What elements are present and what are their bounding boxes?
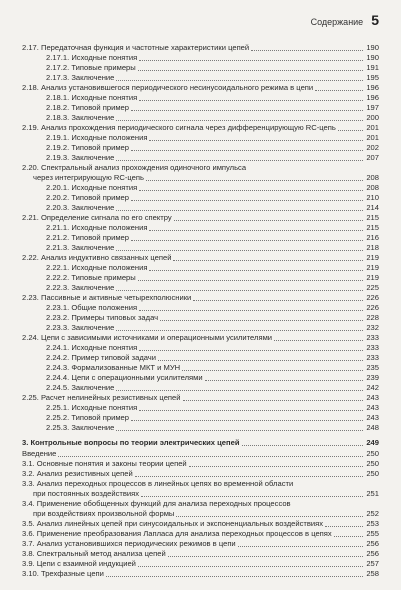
toc-entry bbox=[22, 293, 379, 303]
toc-entry bbox=[22, 93, 379, 103]
toc-entry bbox=[22, 163, 379, 183]
toc-entry bbox=[22, 203, 379, 213]
dot-leader bbox=[242, 445, 363, 446]
dot-leader bbox=[168, 556, 363, 557]
toc-entry bbox=[22, 549, 379, 559]
toc-entry-title: 2.18.1. Исходные понятия bbox=[46, 93, 138, 102]
toc-entry-title: 2.23.2. Примеры типовых задач bbox=[46, 313, 159, 322]
toc-page-number: 258 bbox=[366, 569, 379, 578]
toc-entry-title: 2.25.1. Исходные понятия bbox=[46, 403, 138, 412]
toc-entry-title: 2.20.2. Типовой пример bbox=[46, 193, 129, 202]
toc-entry-title: 2.18.3. Заключение bbox=[46, 113, 115, 122]
toc-page-number: 250 bbox=[366, 459, 379, 468]
toc-entry bbox=[22, 273, 379, 283]
dot-leader bbox=[315, 90, 363, 91]
toc-entry bbox=[22, 353, 379, 363]
toc-entry bbox=[22, 529, 379, 539]
toc-page-number: 239 bbox=[366, 373, 379, 382]
toc-entry bbox=[22, 449, 379, 459]
toc-page-number: 235 bbox=[366, 363, 379, 372]
toc-page-number: 225 bbox=[366, 283, 379, 292]
toc-entry bbox=[22, 343, 379, 353]
toc-entry-title: 2.24.3. Формализованные МКТ и МУН bbox=[46, 363, 181, 372]
dot-leader bbox=[131, 240, 363, 241]
toc-entry-title: 2.23.3. Заключение bbox=[46, 323, 115, 332]
toc-entry-title: 3. Контрольные вопросы по теории электрических цепей bbox=[22, 438, 240, 447]
toc-entry bbox=[22, 63, 379, 73]
dot-leader bbox=[116, 80, 363, 81]
dot-leader bbox=[183, 400, 364, 401]
toc-entry bbox=[22, 459, 379, 469]
toc-entry-title: 2.20. Спектральный анализ прохождения одиночного импульса bbox=[22, 163, 247, 172]
toc-entry bbox=[22, 223, 379, 233]
toc-entry-title: 2.19.2. Типовой пример bbox=[46, 143, 129, 152]
dot-leader bbox=[139, 100, 363, 101]
toc-entry-title: 2.24.4. Цепи с операционными усилителями bbox=[46, 373, 203, 382]
toc-page-number: 219 bbox=[366, 263, 379, 272]
toc-entry bbox=[22, 83, 379, 93]
toc-entry-title: 2.22.3. Заключение bbox=[46, 283, 115, 292]
dot-leader bbox=[138, 566, 363, 567]
dot-leader bbox=[116, 330, 363, 331]
toc-page-number: 249 bbox=[366, 438, 379, 447]
dot-leader bbox=[173, 260, 363, 261]
toc-page-number: 226 bbox=[366, 303, 379, 312]
dot-leader bbox=[116, 250, 363, 251]
toc-entry-title: 3.6. Применение преобразования Лапласа для анализа переходных процессов в цепях bbox=[22, 529, 332, 538]
toc-entry bbox=[22, 243, 379, 253]
toc-entry bbox=[22, 113, 379, 123]
toc-entry bbox=[22, 143, 379, 153]
dot-leader bbox=[116, 430, 363, 431]
toc-page-number: 250 bbox=[366, 449, 379, 458]
dot-leader bbox=[149, 230, 363, 231]
toc-entry-title: 2.25.2. Типовой пример bbox=[46, 413, 129, 422]
toc-entry-title: 3.10. Трехфазные цепи bbox=[22, 569, 104, 578]
toc-entry bbox=[22, 479, 379, 499]
toc-entry bbox=[22, 438, 379, 448]
toc-entry bbox=[22, 313, 379, 323]
toc-page-number: 215 bbox=[366, 213, 379, 222]
toc-entry bbox=[22, 383, 379, 393]
toc-entry bbox=[22, 303, 379, 313]
toc-entry bbox=[22, 233, 379, 243]
toc-page-number: 232 bbox=[366, 323, 379, 332]
toc-page-number: 196 bbox=[366, 83, 379, 92]
toc-page-number: 243 bbox=[366, 403, 379, 412]
dot-leader bbox=[338, 130, 363, 131]
toc-entry-title: 3.2. Анализ резистивных цепей bbox=[22, 469, 133, 478]
dot-leader bbox=[274, 340, 363, 341]
dot-leader bbox=[146, 180, 363, 181]
dot-leader bbox=[193, 300, 363, 301]
toc-page-number: 200 bbox=[366, 113, 379, 122]
toc-entry bbox=[22, 519, 379, 529]
toc-page-number: 201 bbox=[366, 133, 379, 142]
dot-leader bbox=[149, 140, 363, 141]
toc-entry bbox=[22, 123, 379, 133]
toc-entry bbox=[22, 43, 379, 53]
dot-leader bbox=[139, 190, 363, 191]
toc-entry-title: 3.8. Спектральный метод анализа цепей bbox=[22, 549, 166, 558]
dot-leader bbox=[116, 210, 363, 211]
dot-leader bbox=[334, 536, 363, 537]
toc-entry bbox=[22, 103, 379, 113]
page-header bbox=[311, 12, 379, 28]
toc-page-number: 219 bbox=[366, 253, 379, 262]
toc-page-number: 208 bbox=[366, 173, 379, 182]
toc-entry bbox=[22, 73, 379, 83]
toc-page-number: 215 bbox=[366, 223, 379, 232]
toc-entry bbox=[22, 333, 379, 343]
toc-entry-title: 2.25. Расчет нелинейных резистивных цепей bbox=[22, 393, 181, 402]
toc-page-number: 256 bbox=[366, 539, 379, 548]
toc-page-number: 218 bbox=[366, 243, 379, 252]
toc-entry-title: 2.17.2. Типовые примеры bbox=[46, 63, 136, 72]
toc-entry-title: 2.21.1. Исходные положения bbox=[46, 223, 148, 232]
dot-leader bbox=[176, 516, 363, 517]
toc-entry-title: 2.19.1. Исходные положения bbox=[46, 133, 148, 142]
toc-entry-title: Введение bbox=[22, 449, 57, 458]
toc-entry-title: 2.25.3. Заключение bbox=[46, 423, 115, 432]
dot-leader bbox=[116, 160, 363, 161]
dot-leader bbox=[138, 70, 363, 71]
toc-page-number: 226 bbox=[366, 293, 379, 302]
toc-entry-title: 2.21. Определение сигнала по его спектру bbox=[22, 213, 172, 222]
dot-leader bbox=[149, 270, 363, 271]
toc-entry bbox=[22, 133, 379, 143]
toc-entry-title: 3.3. Анализ переходных процессов в линейных цепях во временной области bbox=[22, 479, 294, 488]
dot-leader bbox=[139, 350, 363, 351]
toc-page-number: 216 bbox=[366, 233, 379, 242]
dot-leader bbox=[116, 290, 363, 291]
toc-entry bbox=[22, 283, 379, 293]
toc-entry bbox=[22, 153, 379, 163]
dot-leader bbox=[131, 110, 363, 111]
toc-page-number: 195 bbox=[366, 73, 379, 82]
toc-page-number: 191 bbox=[366, 63, 379, 72]
toc-entry-title: 2.24. Цепи с зависимыми источниками и операционными усилителями bbox=[22, 333, 273, 342]
toc-entry-title: 3.7. Анализ установившихся периодических режимов в цепи bbox=[22, 539, 236, 548]
toc-entry-title: 2.17. Передаточная функция и частотные характеристики цепей bbox=[22, 43, 250, 52]
toc-page-number: 248 bbox=[366, 423, 379, 432]
toc-page-number: 251 bbox=[366, 489, 379, 498]
dot-leader bbox=[160, 320, 363, 321]
toc-entry bbox=[22, 373, 379, 383]
dot-leader bbox=[174, 220, 363, 221]
toc-entry bbox=[22, 363, 379, 373]
toc-entry-continuation: через интегрирующую RC-цепь bbox=[33, 173, 144, 182]
toc-page-number: 243 bbox=[366, 413, 379, 422]
toc-entry-title: 2.21.2. Типовой пример bbox=[46, 233, 129, 242]
toc-page-number: 202 bbox=[366, 143, 379, 152]
toc-entry-title: 2.19. Анализ прохождения периодического сигнала через дифференцирующую RC-цепь bbox=[22, 123, 336, 132]
dot-leader bbox=[205, 380, 363, 381]
toc-page-number: 257 bbox=[366, 559, 379, 568]
toc-entry-title: 3.5. Анализ линейных цепей при синусоидальных и экспоненциальных воздействиях bbox=[22, 519, 324, 528]
dot-leader bbox=[116, 120, 363, 121]
toc-page-number: 233 bbox=[366, 343, 379, 352]
toc-entry bbox=[22, 403, 379, 413]
toc-entry bbox=[22, 539, 379, 549]
toc-page-number: 250 bbox=[366, 469, 379, 478]
toc-entry bbox=[22, 213, 379, 223]
toc-entry bbox=[22, 393, 379, 403]
dot-leader bbox=[58, 456, 363, 457]
toc-entry bbox=[22, 53, 379, 63]
toc-entry-continuation: при постоянных воздействиях bbox=[33, 489, 140, 498]
toc-page-number: 208 bbox=[366, 183, 379, 192]
toc-page-number: 210 bbox=[366, 193, 379, 202]
dot-leader bbox=[131, 200, 363, 201]
toc-entry-title: 2.17.3. Заключение bbox=[46, 73, 115, 82]
toc-entry-title: 3.1. Основные понятия и законы теории цепей bbox=[22, 459, 187, 468]
toc-entry-title: 2.22.2. Типовые примеры bbox=[46, 273, 136, 282]
toc-page-number: 197 bbox=[366, 103, 379, 112]
toc-entry-title: 2.19.3. Заключение bbox=[46, 153, 115, 162]
toc-entry-title: 2.17.1. Исходные понятия bbox=[46, 53, 138, 62]
running-head: Содержание bbox=[310, 17, 364, 27]
toc-page-number: 201 bbox=[366, 123, 379, 132]
toc-page-number: 253 bbox=[366, 519, 379, 528]
toc-page-number: 219 bbox=[366, 273, 379, 282]
toc-entry-title: 2.24.1. Исходные понятия bbox=[46, 343, 138, 352]
dot-leader bbox=[189, 466, 363, 467]
toc-entry bbox=[22, 263, 379, 273]
toc-entry bbox=[22, 253, 379, 263]
dot-leader bbox=[139, 410, 363, 411]
toc-entry-title: 2.21.3. Заключение bbox=[46, 243, 115, 252]
toc-page-number: 228 bbox=[366, 313, 379, 322]
dot-leader bbox=[139, 60, 363, 61]
toc-entry-title: 2.18. Анализ установившегося периодического несинусоидального режима в цепи bbox=[22, 83, 314, 92]
dot-leader bbox=[131, 150, 363, 151]
toc-page-number: 190 bbox=[366, 43, 379, 52]
dot-leader bbox=[116, 390, 363, 391]
toc-page-number: 256 bbox=[366, 549, 379, 558]
toc-page-number: 233 bbox=[366, 353, 379, 362]
toc-page-number: 255 bbox=[366, 529, 379, 538]
dot-leader bbox=[138, 280, 363, 281]
toc-page-number: 190 bbox=[366, 53, 379, 62]
toc-entry-title: 3.4. Применение обобщенных функций для анализа переходных процессов bbox=[22, 499, 291, 508]
toc-entry-title: 3.9. Цепи с взаимной индукцией bbox=[22, 559, 136, 568]
toc-page-number: 214 bbox=[366, 203, 379, 212]
toc-entry bbox=[22, 413, 379, 423]
toc-page-number: 252 bbox=[366, 509, 379, 518]
dot-leader bbox=[131, 420, 363, 421]
dot-leader bbox=[182, 370, 363, 371]
toc-entry-continuation: при воздействиях произвольной формы bbox=[33, 509, 175, 518]
toc-entry bbox=[22, 423, 379, 433]
table-of-contents bbox=[22, 43, 379, 579]
toc-entry-title: 2.24.5. Заключение bbox=[46, 383, 115, 392]
toc-entry bbox=[22, 499, 379, 519]
toc-page-number: 243 bbox=[366, 393, 379, 402]
toc-entry-title: 2.22. Анализ индуктивно связанных цепей bbox=[22, 253, 172, 262]
toc-entry-title: 2.20.1. Исходные понятия bbox=[46, 183, 138, 192]
toc-entry-title: 2.23. Пассивные и активные четырехполюсники bbox=[22, 293, 192, 302]
dot-leader bbox=[325, 526, 363, 527]
toc-entry-title: 2.24.2. Пример типовой задачи bbox=[46, 353, 157, 362]
dot-leader bbox=[141, 496, 363, 497]
dot-leader bbox=[106, 576, 363, 577]
toc-entry bbox=[22, 323, 379, 333]
toc-page-number: 233 bbox=[366, 333, 379, 342]
dot-leader bbox=[139, 310, 363, 311]
toc-entry-title: 2.18.2. Типовой пример bbox=[46, 103, 129, 112]
toc-entry-title: 2.22.1. Исходные положения bbox=[46, 263, 148, 272]
toc-entry bbox=[22, 469, 379, 479]
toc-entry bbox=[22, 559, 379, 569]
page-number: 5 bbox=[371, 12, 379, 28]
dot-leader bbox=[158, 360, 363, 361]
toc-page-number: 242 bbox=[366, 383, 379, 392]
toc-page-number: 207 bbox=[366, 153, 379, 162]
toc-entry bbox=[22, 569, 379, 579]
toc-page-number: 196 bbox=[366, 93, 379, 102]
dot-leader bbox=[238, 546, 363, 547]
toc-entry bbox=[22, 193, 379, 203]
toc-entry-title: 2.20.3. Заключение bbox=[46, 203, 115, 212]
dot-leader bbox=[251, 50, 363, 51]
toc-entry bbox=[22, 183, 379, 193]
dot-leader bbox=[135, 476, 363, 477]
toc-entry-title: 2.23.1. Общие положения bbox=[46, 303, 138, 312]
